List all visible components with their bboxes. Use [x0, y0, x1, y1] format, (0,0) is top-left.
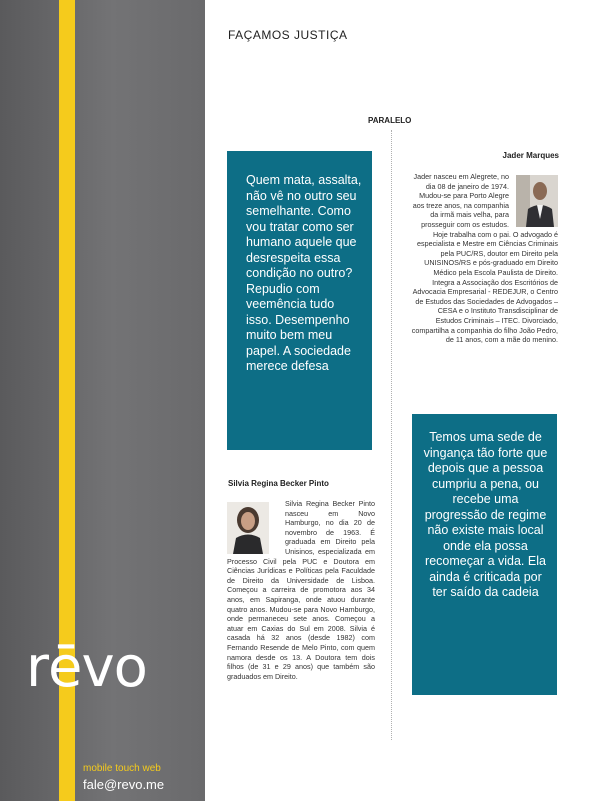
- ad-tagline: mobile touch web: [83, 763, 161, 774]
- sidebar-ad: [0, 0, 205, 801]
- jader-bio-text: Jader nasceu em Alegrete, no dia 08 de janeiro de 1974. Mudou-se para Porto Alegre aos treze anos, na companhia da irmã mais velha, para prosseguir com os estudos. Hoje trabalha com o pai. O advogado é especialista e Mestre em Ciências Criminais pela PUC/RS, doutor em Direito pela UNISINOS/RS e pós-graduado em Direito Médico pela Escola Paulista de Direito. Integra a Associação dos Escritórios de Advocacia Empresarial - REDEJUR, o Centro de Estudos das Sociedades de Advogados – CESA e o Instituto Transdisciplinar de Estudos Criminais – ITEC. Divorciado, compartilha a companhia do filho João Pedro, de 11 anos, com a mãe do menino.: [411, 172, 558, 345]
- revo-logo: rēvo: [26, 635, 147, 700]
- silvia-bio-text: Silvia Regina Becker Pinto nasceu em Novo Hamburgo, no dia 20 de novembro de 1963. É graduada em Direito pela Unisinos, especializada em Processo Civil pela PUC e Doutora em Ciências Jurídicas e Políticas pela Faculdade de Direito da Universidade de Lisboa. Começou a carreira de promotora aos 34 anos, em Sapiranga, onde atuou durante quatro anos. Mudou-se para Novo Hamburgo, onde permaneceu sete anos. Começou a atuar em Caxias do Sul em 2008. Silvia é casada há 32 anos (desde 1982) com Fernando Resende de Melo Pinto, com quem namora desde os 13. A Doutora tem dois filhos (de 31 e 29 anos) que também são graduados em Direito.: [227, 499, 375, 681]
- silvia-name-heading: Silvia Regina Becker Pinto: [228, 479, 329, 488]
- pull-quote-left: Quem mata, assalta, não vê no outro seu semelhante. Como vou tratar como ser humano aquele que desrespeita essa condição no outro? Repudio com veemência tudo isso. Desempenho muito bem meu papel. A sociedade merece defesa: [227, 151, 372, 450]
- jader-bio: [410, 172, 558, 345]
- silvia-bio: [227, 499, 375, 681]
- column-divider: [391, 130, 392, 740]
- ad-email-link[interactable]: fale@revo.me: [83, 777, 165, 792]
- pull-quote-right: Temos uma sede de vingança tão forte que depois que a pessoa cumpriu a pena, ou recebe uma progressão de regime não existe mais local onde ela possa recomeçar a vida. Ela ainda é criticada por ter saído da cadeia: [412, 414, 557, 695]
- paralelo-label: PARALELO: [368, 116, 412, 125]
- jader-name-heading: Jader Marques: [502, 151, 559, 160]
- section-title: FAÇAMOS JUSTIÇA: [228, 28, 348, 42]
